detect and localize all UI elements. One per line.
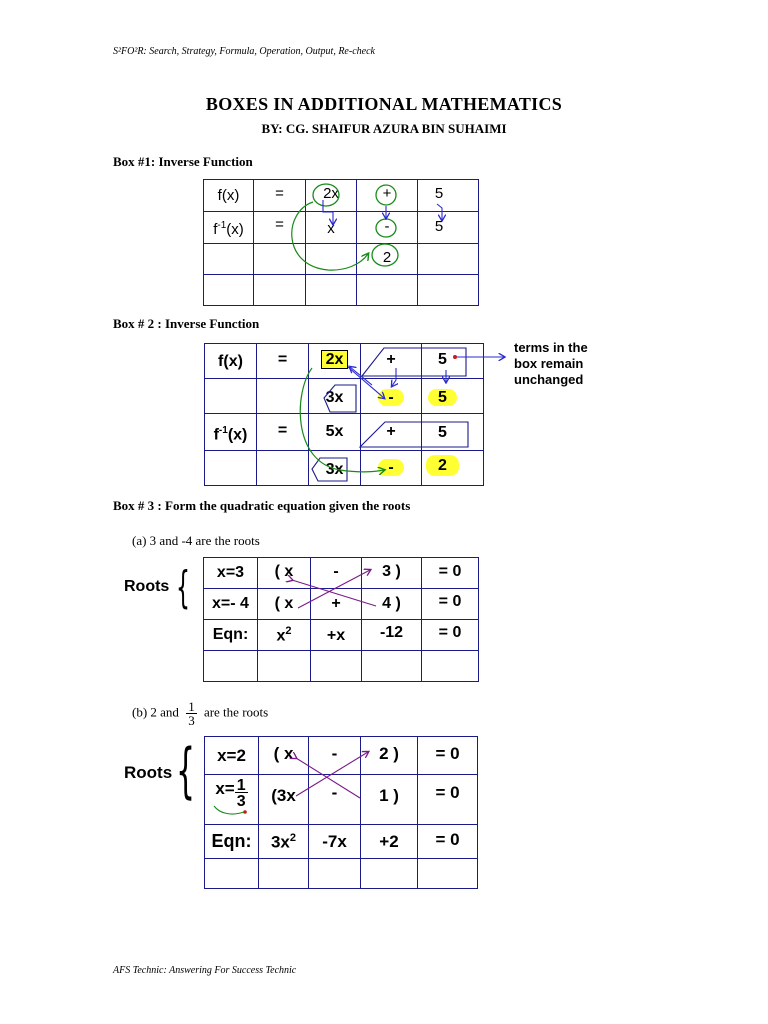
- a-r2-c3: +: [331, 595, 341, 612]
- box2-r2-c3: 3x: [325, 389, 344, 406]
- box2-r1-c3: 2x: [321, 350, 349, 369]
- table-row: [204, 180, 479, 212]
- table-row: [205, 414, 484, 451]
- table-row: [204, 244, 479, 275]
- b-r1-c4: 2 ): [379, 744, 399, 763]
- box3-heading: Box # 3 : Form the quadratic equation given the roots: [113, 498, 411, 513]
- box2-r2-c5: 5: [428, 389, 457, 406]
- box2-r1-c1: f(x): [218, 353, 243, 370]
- a-r1-c1: x=3: [216, 564, 245, 581]
- part-b-label-prefix: (b) 2 and: [132, 704, 179, 720]
- box2-r1-c5: 5: [438, 351, 447, 368]
- b-r1-c1: x=2: [217, 746, 246, 765]
- a-r1-c2: ( x: [274, 563, 294, 580]
- box2-r1-c2: =: [277, 351, 288, 368]
- box2-r1-c4: +: [386, 351, 396, 368]
- table-row: [204, 212, 479, 244]
- note-line: box remain: [514, 356, 584, 371]
- table-row: [204, 558, 479, 589]
- a-r3-c2: $x^2$: [276, 625, 292, 645]
- a-r2-c5: = 0: [438, 593, 462, 610]
- b-r1-c5: = 0: [435, 744, 460, 763]
- document-author: BY: CG. SHAIFUR AZURA BIN SUHAIMI: [261, 121, 507, 136]
- box2-table: [204, 343, 484, 486]
- box2-r4-c4: -: [378, 459, 403, 476]
- b-r3-c2: $3x^2$: [270, 832, 297, 852]
- box2-r3-c1: $f^{-1}(x)$: [213, 425, 248, 444]
- b-r2-c1: x= $\frac{1}{3}$: [215, 777, 246, 810]
- note-line: unchanged: [514, 372, 584, 387]
- part-b-fraction: $\frac{1}{3}$: [188, 699, 195, 728]
- table-row: [205, 775, 478, 825]
- box2-r3-c4: +: [386, 423, 396, 440]
- box2-r2-c4: -: [378, 389, 403, 406]
- box1-heading: Box #1: Inverse Function: [113, 154, 253, 169]
- b-r2-c5: = 0: [435, 783, 460, 802]
- part-b-label-suffix: are the roots: [203, 704, 269, 720]
- box2-r4-c3: 3x: [325, 461, 344, 478]
- footer-note: AFS Technic: Answering For Success Technic: [113, 965, 297, 976]
- box2-r3-c5: 5: [438, 424, 447, 441]
- b-r1-c3: -: [331, 744, 338, 763]
- box1-r1-c4: +: [382, 185, 392, 202]
- part-a-roots-label: Roots: [124, 578, 170, 595]
- box1-r1-c2: =: [275, 185, 284, 202]
- part-b-label: [132, 700, 268, 727]
- b-r3-c5: = 0: [435, 830, 460, 849]
- note-line: terms in the: [514, 340, 588, 355]
- table-row: [205, 344, 484, 379]
- header-note: S²FO²R: Search, Strategy, Formula, Operation, Output, Re-check: [113, 46, 375, 57]
- box2-note: [514, 340, 588, 388]
- a-r3-c5: = 0: [438, 624, 462, 641]
- left-brace-icon: {: [176, 562, 190, 613]
- table-row: [205, 451, 484, 486]
- box1-r1-c5: 5: [434, 185, 444, 202]
- a-r1-c4: 3 ): [382, 563, 401, 580]
- b-r3-c3: -7x: [322, 832, 347, 851]
- table-row: [204, 275, 479, 306]
- box2-r3-c3: 5x: [325, 423, 344, 440]
- b-r2-c3: -: [331, 783, 338, 802]
- box2-r3-c2: =: [277, 422, 288, 439]
- box2-r4-c5: 2: [426, 455, 459, 476]
- b-r2-c4: 1 ): [379, 786, 399, 805]
- box1-r2-c5: 5: [434, 218, 444, 235]
- a-r2-c4: 4 ): [382, 595, 401, 612]
- table-row: [204, 620, 479, 651]
- part-a-label: (a) 3 and -4 are the roots: [132, 533, 260, 548]
- b-r3-c4: +2: [379, 832, 399, 851]
- box1-r1-c3: 2x: [323, 185, 339, 202]
- a-r2-c2: ( x: [274, 595, 294, 612]
- table-row: [205, 825, 478, 859]
- left-brace-icon: {: [176, 736, 196, 806]
- table-row: [205, 379, 484, 414]
- box1-r2-c2: =: [275, 216, 284, 233]
- b-r3-c1: Eqn:: [211, 831, 252, 851]
- table-row: [204, 589, 479, 620]
- table-row: [205, 859, 478, 889]
- b-r2-c2: (3x: [271, 786, 296, 805]
- box1-r2-c1: $f^{-1}(x)$: [213, 220, 244, 238]
- part-b-roots-label: Roots: [124, 763, 173, 782]
- box1-r1-c1: f(x): [217, 187, 240, 204]
- table-row: [204, 651, 479, 682]
- table-row: [205, 737, 478, 775]
- a-r3-c4: -12: [379, 624, 404, 641]
- a-r1-c3: -: [333, 563, 339, 580]
- a-r3-c3: +x: [326, 627, 346, 644]
- box1-table: [203, 179, 479, 306]
- part-a-table: [203, 557, 479, 682]
- b-r1-c2: ( x: [273, 744, 294, 763]
- a-r2-c1: x=- 4: [212, 595, 249, 612]
- box1-r2-c4: -: [384, 218, 390, 235]
- a-r3-c1: Eqn:: [212, 626, 249, 643]
- part-b-table: [204, 736, 478, 889]
- box1-r2-c3: x: [327, 220, 335, 237]
- box1-r3-c4: 2: [382, 249, 392, 266]
- document-title: BOXES IN ADDITIONAL MATHEMATICS: [205, 94, 563, 114]
- a-r1-c5: = 0: [438, 563, 462, 580]
- box2-heading: Box # 2 : Inverse Function: [113, 316, 260, 331]
